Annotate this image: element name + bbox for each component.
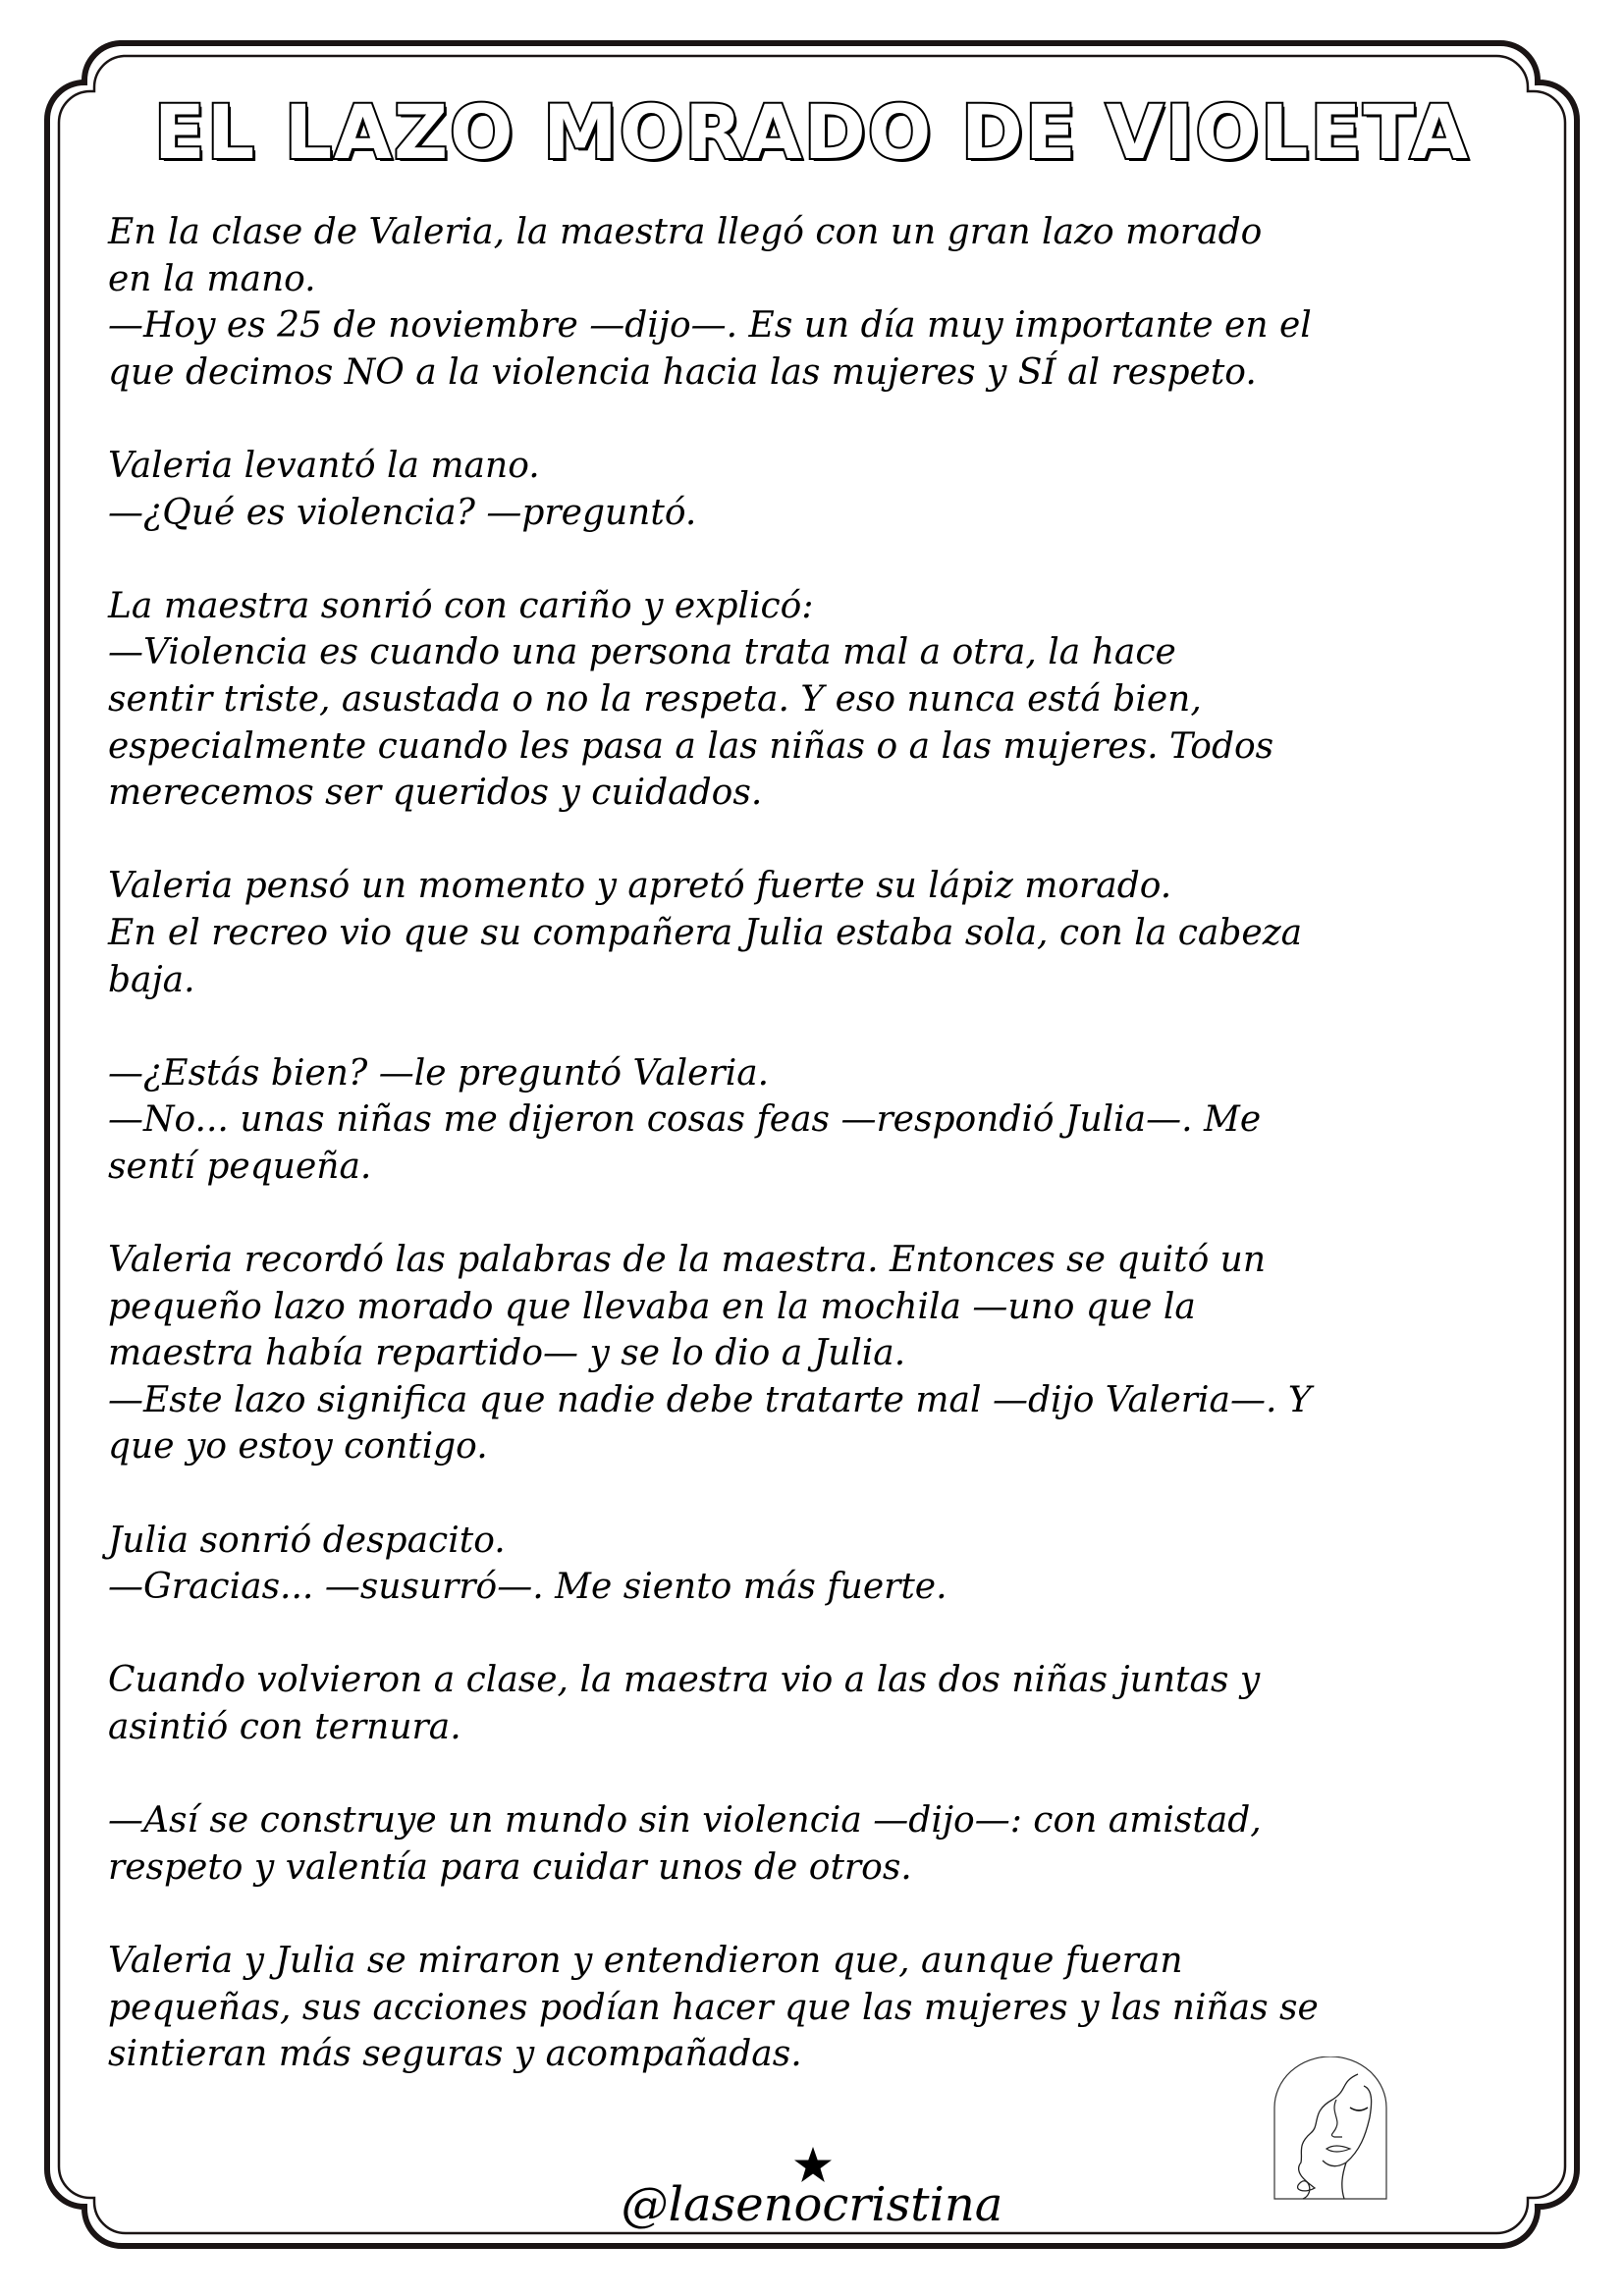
author-handle: @lasenocristina: [621, 2177, 1003, 2232]
story-line: pequeñas, sus acciones podían hacer que las mujeres y las niñas se: [108, 1987, 1319, 2028]
paragraph-gap: [108, 1003, 1522, 1050]
story-line: Valeria y Julia se miraron y entendieron que, aunque fueran: [108, 1940, 1183, 1981]
paragraph-gap: [108, 1751, 1522, 1798]
story-line: asintió con ternura.: [108, 1707, 461, 1747]
story-paragraph: [108, 1237, 1522, 1470]
story-line: que yo estoy contigo.: [108, 1426, 488, 1468]
story-paragraph: [108, 209, 1522, 396]
story-line: —Así se construye un mundo sin violencia —dijo—: con amistad,: [108, 1800, 1262, 1842]
story-line: sentir triste, asustada o no la respeta. Y eso nunca está bien,: [108, 678, 1202, 720]
story-line: Cuando volvieron a clase, la maestra vio a las dos niñas juntas y: [108, 1660, 1261, 1701]
paragraph-gap: [108, 1611, 1522, 1658]
story-line: —Este lazo significa que nadie debe tratarte mal —dijo Valeria—. Y: [108, 1379, 1312, 1420]
story-paragraph: [108, 443, 1522, 536]
story-line: Valeria levantó la mano.: [108, 445, 540, 486]
story-line: sintieran más seguras y acompañadas.: [108, 2034, 802, 2075]
story-line: pequeño lazo morado que llevaba en la mochila —uno que la: [108, 1286, 1196, 1327]
story-line: En el recreo vio que su compañera Julia estaba sola, con la cabeza: [108, 912, 1303, 953]
story-line: La maestra sonrió con cariño y explicó:: [108, 585, 814, 626]
paragraph-gap: [108, 396, 1522, 443]
story-line: respeto y valentía para cuidar unos de otros.: [108, 1846, 912, 1888]
story-paragraph: [108, 1657, 1522, 1750]
story-line: —No... unas niñas me dijeron cosas feas —respondió Julia—. Me: [108, 1099, 1262, 1141]
paragraph-gap: [108, 1891, 1522, 1938]
paragraph-gap: [108, 536, 1522, 583]
story-line: maestra había repartido— y se lo dio a Julia.: [108, 1333, 906, 1374]
paragraph-gap: [108, 1190, 1522, 1237]
story-line: Valeria recordó las palabras de la maestra. Entonces se quitó un: [108, 1240, 1267, 1281]
story-line: —Hoy es 25 de noviembre —dijo—. Es un día muy importante en el: [108, 305, 1312, 347]
story-paragraph: [108, 1518, 1522, 1611]
story-line: Valeria pensó un momento y apretó fuerte su lápiz morado.: [108, 866, 1172, 907]
paragraph-gap: [108, 1470, 1522, 1518]
story-line: En la clase de Valeria, la maestra llegó con un gran lazo morado: [108, 212, 1263, 252]
paragraph-gap: [108, 817, 1522, 864]
story-line: Julia sonrió despacito.: [108, 1520, 506, 1561]
story-line: —Violencia es cuando una persona trata mal a otra, la hace: [108, 632, 1176, 673]
story-paragraph: [108, 583, 1522, 817]
page-title: EL LAZO MORADO DE VIOLETA: [153, 88, 1471, 176]
story-paragraph: [108, 863, 1522, 1003]
story-line: que decimos NO a la violencia hacia las mujeres y SÍ al respeto.: [108, 351, 1257, 393]
story-paragraph: [108, 1050, 1522, 1191]
story-line: baja.: [108, 959, 195, 1000]
story-line: —¿Qué es violencia? —preguntó.: [108, 492, 697, 533]
story-paragraph: [108, 1797, 1522, 1891]
story-body: [108, 209, 1522, 2078]
story-line: especialmente cuando les pasa a las niñas o a las mujeres. Todos: [108, 725, 1274, 767]
story-line: —Gracias... —susurró—. Me siento más fuerte.: [108, 1567, 947, 1608]
story-line: sentí pequeña.: [108, 1146, 372, 1187]
story-line: —¿Estás bien? —le preguntó Valeria.: [108, 1052, 770, 1094]
story-line: en la mano.: [108, 258, 316, 299]
story-line: merecemos ser queridos y cuidados.: [108, 773, 763, 814]
